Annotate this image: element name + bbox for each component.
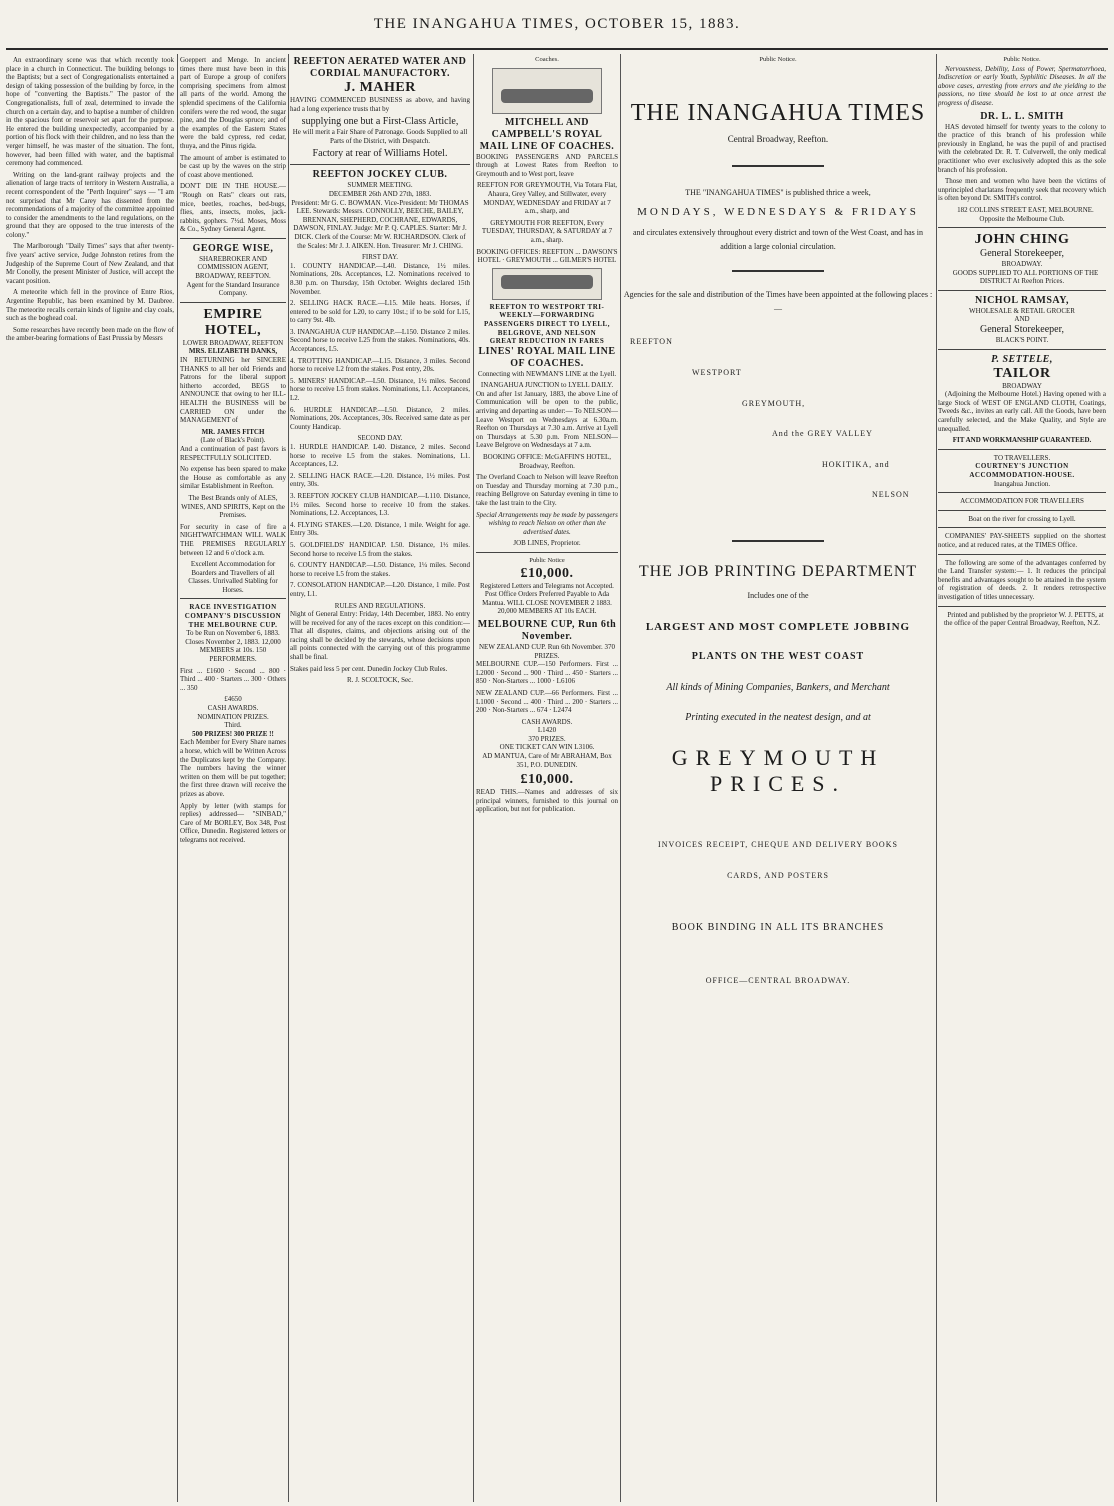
divider <box>938 449 1106 450</box>
article-paragraph: Goeppert and Menge. In ancient times there must have been in this part of Europe a group of conifers comprising specimens from almost all parts of the world. Among the splendid specimens of the California conifers were the red wood, the sugar pine, and the Douglas spruce; and of the examples of the Eastern States were the bald cypress, red cedar, thuya, and the Pinus rigida. <box>180 56 286 150</box>
advert-line: BROADWAY. <box>1001 260 1043 269</box>
divider <box>938 290 1106 291</box>
article-paragraph: The amount of amber is estimated to be cast up by the waves on the strip of coast above mentioned. <box>180 153 286 179</box>
advert-text: He will merit a Fair Share of Patronage. Goods Supplied to all Parts of the District, with Despatch. <box>292 128 468 145</box>
race-event: 4. TROTTING HANDICAP.—L15. Distance, 3 miles. Second horse to receive L2 from the stakes. Post entry, 20s. <box>290 356 470 374</box>
divider <box>938 492 1106 493</box>
divider <box>938 510 1106 511</box>
masthead-rule <box>6 48 1108 50</box>
advert-text: GREYMOUTH FOR REEFTON, Every TUESDAY, THURSDAY, & SATURDAY at 7 a.m., sharp. <box>481 218 613 244</box>
column-adverts-1 <box>290 56 470 1498</box>
race-event: 6. COUNTY HANDICAP.—L50. Distance, 1¼ miles. Second horse to receive L5 from the stakes. <box>290 561 470 578</box>
advert-text: (Adjoining the Melbourne Hotel.) Having opened with a large Stock of WEST OF ENGLAND CLOTH, Coatings, Tweeds &c., invites an early call. All the Goods, have been carefully selected, and the Make Quality, and Style are unequalled. <box>938 390 1106 433</box>
section-label: Public Notice <box>529 556 565 564</box>
advert-line: BLACK'S POINT. <box>995 336 1049 345</box>
divider <box>180 238 286 239</box>
advert-line: FIT AND WORKMANSHIP GUARANTEED. <box>952 436 1092 445</box>
advert-text: GOODS SUPPLIED TO ALL PORTIONS OF THE DISTRICT At Reefton Prices. <box>952 268 1099 286</box>
divider <box>938 349 1106 350</box>
column-divider <box>620 54 621 1502</box>
coach-illustration <box>492 68 602 114</box>
advert-text: HAVING COMMENCED BUSINESS as above, and having had a long experience trusts that by <box>290 96 470 113</box>
race-event: 3. INANGAHUA CUP HANDICAP.—L150. Distance 2 miles. Second horse to receive L25 from the stakes. Nominations, 40s. Acceptances, L5. <box>290 327 470 354</box>
column-divider <box>936 54 937 1502</box>
advert-text: Excellent Accommodation for Boarders and Travellers of all Classes. Unrivalled Stabling for Horses. <box>188 560 278 594</box>
article-paragraph: Some researches have recently been made on the flow of the amber-bearing formations of East Prussia by Messrs <box>6 325 174 343</box>
advert-line: SHAREBROKER AND COMMISSION AGENT, <box>197 254 269 272</box>
agency-place: NELSON <box>872 490 910 500</box>
advert-line: TO TRAVELLERS. <box>993 453 1051 462</box>
ornament-rule <box>732 165 824 167</box>
advert-line: BROADWAY <box>1002 381 1042 390</box>
advert-text: READ THIS.—Names and addresses of six principal winners, furnished to this journal on application, but not for publication. <box>476 788 618 814</box>
race-event: 1. HURDLE HANDICAP. L40. Distance, 2 miles. Second horse to receive L5 from the stakes. Nominations, L1. Acceptances, L2. <box>290 443 470 469</box>
advert-text: BOOKING OFFICES: REEFTON ... DAWSON'S HOTEL · GREYMOUTH ... GILMER'S HOTEL <box>476 247 618 265</box>
advert-text: Nervousness, Debility, Loss of Power, Spermatorrhoea, Indiscretion or early Youth, Syphilitic Diseases. In all the above cases, arresting from errors and the yielding to the passions, no time should be lost to at once arrest the progress of disease. <box>938 64 1106 107</box>
article-paragraph: An extraordinary scene was that which recently took place in a church in Connecticut. The building belongs to the Baptists; but a sect of Congregationalists entertained a design of taking possession of the building by force, in the hope of "converting the Baptists." The pastor of the Congregationalists, full of zeal, determined to invade the church on a certain day, and to baptise a number of children in the spacious font or reservoir set apart for the purpose. He entered the building unexpectedly, accompanied by a portion of his flock with their children, and no less than the verger himself, he was master of the situation. The font, however, had been filled with water, and the baptismal ceremony had commenced. <box>6 56 174 168</box>
advert-title: P. SETTELE, <box>991 353 1053 365</box>
advert-line: Inangahua Junction. <box>993 479 1051 488</box>
advert-line: ACCOMMODATION FOR TRAVELLERS <box>960 497 1084 506</box>
divider <box>476 552 618 553</box>
advert-text: BOOKING PASSENGERS AND PARCELS through at Lowest Rates from Reefton to Greymouth and to West port, leave <box>476 152 618 178</box>
section-label: CASH AWARDS. <box>521 717 573 726</box>
advert-text: The Best Brands only of ALES, WINES, AND SPIRITS, Kept on the Premises. <box>181 493 285 520</box>
column-news-1 <box>6 56 174 1498</box>
advert-text: On and after 1st January, 1883, the above Line of Communication will be open to the public, arriving and departing as under:— To NELSON— Leave Westport on Wednesdays at 6.30a.m. Reefton on Thursdays at 7.30 a.m. Arrive at Lyell on Thursdays at 5.30 p.m. From NELSON— Leave Belgrove on Wednesdays at 7 a.m. <box>476 389 618 450</box>
notice-line: CARDS, AND POSTERS <box>727 870 829 880</box>
race-event: 6. HURDLE HANDICAP.—L50. Distance, 2 miles. Nominations, 20s. Acceptances, 30s. Received same date as per County Handicap. <box>290 405 470 431</box>
prize-total: L1420 <box>537 726 557 735</box>
newspaper-title: THE INANGAHUA TIMES, OCTOBER 15, 1883. <box>373 16 741 32</box>
advert-line: General Storekeeper, <box>980 248 1064 260</box>
notice-line: LARGEST AND MOST COMPLETE JOBBING <box>645 620 911 633</box>
advert-title: £10,000. <box>520 772 574 788</box>
column-divider <box>177 54 178 1502</box>
masthead <box>0 0 1114 44</box>
advert-title: MELBOURNE CUP, Run 6th November. <box>477 618 617 642</box>
section-label: RULES AND REGULATIONS. <box>334 601 426 610</box>
agency-place: And the GREY VALLEY <box>772 429 873 439</box>
notice-line: PLANTS ON THE WEST COAST <box>691 651 865 663</box>
notice-line: THE "INANGAHUA TIMES" is published thrice a week, <box>685 188 871 198</box>
column-divider <box>473 54 474 1502</box>
column-public-notice <box>622 56 934 1498</box>
race-event: 5. MINERS' HANDICAP.—L50. Distance, 1½ miles. Second horse to receive L5 from stakes. Nominations, L1. Acceptances, L2. <box>290 376 470 403</box>
race-event: 7. CONSOLATION HANDICAP.—L20. Distance, 1 mile. Post entry, L1. <box>290 581 470 598</box>
advert-line: DECEMBER 26th AND 27th, 1883. <box>328 189 432 198</box>
ornament-rule <box>732 540 824 542</box>
advert-text: HAS devoted himself for twenty years to the colony to the practice of this branch of his profession while previously in England, he was the pupil of and practised with the celebrated Dr. R. T. Culverwell, the only medical practitioner who ever exclusively adopted this as the sole branch of his profession. <box>938 122 1106 174</box>
divider <box>290 164 470 165</box>
race-event: 1. COUNTY HANDICAP.—L40. Distance, 1½ miles. Nominations, 20s. Acceptances, L2. Nominations received to 8.30 p.m. on Thursday, 15th October. Weights declared 15th November. <box>290 261 470 296</box>
advert-line: Boat on the river for crossing to Lyell. <box>968 514 1076 523</box>
advert-line: General Storekeeper, <box>980 324 1064 336</box>
advert-text: IN RETURNING her SINCERE THANKS to all her old Friends and Patrons for the liberal support hitherto accorded, BEGS to ANNOUNCE that owing to her ILL-HEALTH the BUSINESS will be CARRIED ON under the MANAGEMENT of <box>180 356 286 425</box>
section-label: SECOND DAY. <box>357 434 403 443</box>
notice-line: INVOICES RECEIPT, CHEQUE AND DELIVERY BOOKS <box>658 839 898 849</box>
advert-line: BROADWAY, REEFTON. <box>195 272 271 281</box>
notice-line: All kinds of Mining Companies, Bankers, and Merchant <box>666 681 890 693</box>
advert-text: No expense has been spared to make the House as comfortable as any similar Establishment in Reefton. <box>180 465 286 491</box>
divider <box>180 598 286 599</box>
advert-line: supplying one but a First-Class Article, <box>301 116 459 128</box>
notice-line: Includes one of the <box>747 590 809 600</box>
advert-text: Night of General Entry: Friday, 14th December, 1883. No entry will be received for any of the races except on this condition:—That all disputes, claims, and objections arising out of the racing shall be decided by the stewards, whose decisions upon all points connected with the carrying out of this programme shall be final. <box>290 610 470 662</box>
race-event: 5. GOLDFIELDS' HANDICAP. L50. Distance, 1½ miles. Second horse to receive L5 from the stakes. <box>290 540 470 558</box>
column-news-2 <box>180 56 286 1498</box>
race-event: 2. SELLING HACK RACE.—L20. Distance, 1½ miles. Post entry, 30s. <box>290 471 470 489</box>
notice-line: Printing executed in the neatest design, and at <box>685 712 871 724</box>
advert-title: MITCHELL AND CAMPBELL'S ROYAL MAIL LINE OF COACHES. <box>479 116 615 152</box>
advert-line: (Late of Black's Point). <box>200 436 266 445</box>
advert-line: NEW ZEALAND CUP. Run 6th November. 370 PRIZES. <box>479 642 615 660</box>
agency-place: REEFTON <box>630 337 673 347</box>
advert-title: REEFTON TO WESTPORT TRI-WEEKLY—FORWARDING PASSENGERS DIRECT TO LYELL, BELGROVE, AND NELSON <box>484 302 610 337</box>
divider <box>938 554 1106 555</box>
prize-list: First ... £1600 · Second ... 800 · Third ... 400 · Starters ... 300 · Others ... 350 <box>180 666 286 692</box>
advert-text: BOOKING OFFICE: McGAFFIN'S HOTEL, Broadway, Reefton. <box>482 453 612 470</box>
advert-line: ONE TICKET CAN WIN L3106. <box>499 743 595 752</box>
advert-text: For security in case of fire a NIGHTWATCHMAN WILL WALK THE PREMISES REGULARLY between 12 and 6 o'clock a.m. <box>180 522 286 557</box>
advert-title: £10,000. <box>520 565 574 581</box>
advert-text: Each Member for Every Share names a horse, which will be Written Across the Duplicates kept by the Company. The numbers having the winner written on them will be put together; the first three drawn will receive the prizes as above. <box>180 738 286 798</box>
advert-title: EMPIRE HOTEL, <box>203 306 263 338</box>
advert-title: REEFTON AERATED WATER AND CORDIAL MANUFACTORY. <box>293 56 467 79</box>
advert-text: Registered Letters and Telegrams not Accepted. Post Office Orders Preferred Payable to Ada Mantua. WILL CLOSE NOVEMBER 2 1883. 20,000 MEMBERS AT 10s EACH. <box>480 581 614 616</box>
advert-text: Connecting with NEWMAN'S LINE at the Lyell. <box>477 369 617 378</box>
article-paragraph: The Marlborough "Daily Times" says that after twenty-five years' active service, Judge Johnston retires from the Judgeship of the Supreme Court of New Zealand, and that Mr Conolly, the present Minister of Justice, will accept the vacant position. <box>6 242 174 285</box>
notice-title: THE INANGAHUA TIMES <box>630 99 926 126</box>
advert-title: REEFTON JOCKEY CLUB. <box>312 169 448 181</box>
advert-text: AD MANTUA, Care of Mr ABRAHAM, Box 351, P.O. DUNEDIN. <box>482 752 612 769</box>
prize-list: MELBOURNE CUP.—150 Performers. First ... L2000 · Second ... 900 · Third ... 450 · Starters ... 850 · Non-Starters ... 1000 · L6106 <box>476 660 618 686</box>
advert-title: COURTNEY'S JUNCTION ACCOMMODATION-HOUSE. <box>969 462 1075 479</box>
advert-rough-on-rats: DON'T DIE IN THE HOUSE.— "Rough on Rats" clears out rats, mice, beetles, roaches, bed-bugs, flies, ants, insects, moles, jack-rabbits, gophers. 7½d. Moses, Moss & Co., Sydney General Agent. <box>180 182 286 234</box>
race-event: 2. SELLING HACK RACE.—L15. Mile heats. Horses, if entered to be sold for L20, to carry 10st.; if to be sold for L15, to carry 9st. 4lb. <box>290 299 470 325</box>
advert-line: MRS. ELIZABETH DANKS, <box>188 347 278 356</box>
column-coaches <box>476 56 618 1498</box>
advert-text: The following are some of the advantages conferred by the Land Transfer system:— 1. It reduces the principal benefits and advantages sought to be attained in the system of registration of deeds. 2. It renders retrospective investigation of titles unnecessary. <box>938 558 1106 601</box>
advert-text: Those men and women who have been the victims of unprincipled charlatans frequently seek that recovery which is often beyond Dr. SMITH's control. <box>938 177 1106 203</box>
advert-title: GEORGE WISE, <box>192 242 274 254</box>
advert-line: AND <box>1014 315 1030 324</box>
notice-line: OFFICE—CENTRAL BROADWAY. <box>705 975 851 985</box>
section-label: NOMINATION PRIZES. <box>197 712 269 721</box>
ornament-rule <box>732 270 824 272</box>
advert-title: LINES' ROYAL MAIL LINE OF COACHES. <box>478 345 616 369</box>
section-label: 500 PRIZES! 300 PRIZE !! <box>192 729 274 738</box>
agency-place: WESTPORT <box>692 367 742 377</box>
advert-text: COMPANIES' PAY-SHEETS supplied on the shortest notice, and at reduced rates, at the TIMES Office. <box>938 532 1106 549</box>
advert-text: To be Run on November 6, 1883. Closes November 2, 1883. 12,000 MEMBERS at 10s. 150 PERFORMERS. <box>185 629 281 664</box>
section-label: Third. <box>224 721 242 730</box>
imprint: Printed and published by the proprietor W. J. PETTS, at the office of the paper Central Broadway, Reefton, N.Z. <box>943 610 1104 628</box>
divider <box>938 227 1106 228</box>
article-paragraph: A meteorite which fell in the province of Entre Rios, Argentine Republic, has been examined by M. Daubree. The meteorite recalls certain kinds of lignite and clay coals, such as the boghead coal. <box>6 288 174 323</box>
divider <box>180 302 286 303</box>
notice-days: MONDAYS, WEDNESDAYS & FRIDAYS <box>637 205 919 218</box>
advert-title: RACE INVESTIGATION COMPANY'S DISCUSSION THE MELBOURNE CUP. <box>184 603 282 629</box>
prize-list: NEW ZEALAND CUP.—66 Performers. First ... L1000 · Second ... 400 · Third ... 200 · Starters ... 200 · Non-Starters ... 674 · L2474 <box>476 688 618 715</box>
prices-banner: GREYMOUTH PRICES. <box>671 744 885 796</box>
advert-line: INANGAHUA JUNCTION to LYELL DAILY. <box>480 381 614 390</box>
signature: R. J. SCOLTOCK, Sec. <box>347 676 413 685</box>
notice-line: and circulates extensively throughout every district and town of the West Coast, and has in addition a large colonial circulation. <box>632 228 924 252</box>
column-divider <box>288 54 289 1502</box>
race-event: 4. FLYING STAKES.—L20. Distance, 1 mile. Weight for age. Entry 30s. <box>290 520 470 538</box>
section-label: CASH AWARDS. <box>207 704 259 712</box>
advert-title: GREAT REDUCTION IN FARES <box>489 337 605 346</box>
divider <box>938 606 1106 607</box>
advert-line: WHOLESALE & RETAIL GROCER <box>969 306 1075 315</box>
advert-line: Factory at rear of Williams Hotel. <box>312 148 448 160</box>
agency-place: GREYMOUTH, <box>742 398 806 408</box>
advert-title: TAILOR <box>993 365 1051 381</box>
section-label: Coaches. <box>535 56 559 63</box>
coach-illustration <box>492 268 602 300</box>
advert-line: SUMMER MEETING. <box>347 181 413 190</box>
divider <box>938 527 1106 528</box>
article-paragraph: Writing on the land-grant railway projects and the alienation of large tracts of territory in Western Australia, a recent correspondent of the "Perth Inquirer" says — "I am not surprised that Mr Carey has dissented from the recommendations of a majority of the committee appointed to consider the amendments to the land regulations, on the ground that they are opposed to the true interests of the colony." <box>6 170 174 239</box>
section-label: 370 PRIZES. <box>528 734 566 743</box>
section-label: Public Notice. <box>759 56 797 63</box>
advert-text: President: Mr G. C. BOWMAN. Vice-President: Mr THOMAS LEE. Stewards: Messrs. CONNOLLY, BEECHE, BAILEY, BRENNAN, SHEPHERD, COCHRANE, EDWARDS, DAWSON, FINLAY. Judge: Mr P. Q. CAPLES. Starter: Mr J. DICK. Clerk of the Course: Mr W. RICHARDSON. Clerk of the Scales: Mr J. J. AIKEN. Hon. Treasurer: Mr J. CHING. <box>291 198 469 250</box>
job-title: THE JOB PRINTING DEPARTMENT <box>638 562 918 580</box>
advert-text: And a continuation of past favors is RESPECTFULLY SOLICITED. <box>180 444 286 462</box>
section-label: FIRST DAY. <box>361 253 399 262</box>
advert-title: DR. L. L. SMITH <box>980 110 1064 122</box>
advert-text: Stakes paid less 5 per cent. Dunedin Jockey Club Rules. <box>290 664 448 673</box>
advert-line: Agent for the Standard Insurance Company. <box>186 280 280 298</box>
advert-name: J. MAHER <box>344 80 416 95</box>
notice-line: BOOK BINDING IN ALL ITS BRANCHES <box>671 922 885 934</box>
advert-text: 182 COLLINS STREET EAST, MELBOURNE. Opposite the Melbourne Club. <box>957 205 1094 223</box>
notice-line: Agencies for the sale and distribution of the Times have been appointed at the following places :— <box>623 290 933 314</box>
notice-address: Central Broadway, Reefton. <box>727 133 829 144</box>
signature: JOB LINES, Proprietor. <box>513 539 581 548</box>
race-event: 3. REEFTON JOCKEY CLUB HANDICAP.—L110. Distance, 1½ miles. Second horse to receive 10 from the stakes. Nominations, L2. Acceptances, L3. <box>290 491 470 518</box>
advert-text: Apply by letter (with stamps for replies) addressed— "SINBAD," Care of Mr BORLEY, Box 348, Post Office, Dunedin. Registered letters or telegrams not received. <box>180 801 286 844</box>
prize-total: £4650 <box>224 695 242 704</box>
advert-line: LOWER BROADWAY, REEFTON <box>182 338 284 347</box>
advert-line: MR. JAMES FITCH <box>201 427 265 436</box>
advert-text: The Overland Coach to Nelson will leave Reefton on Tuesday and Thursday morning at 7.30 p.m., reaching Bellgrove on Saturday evening in time to take the last train to the City. <box>476 473 618 507</box>
advert-text: Special Arrangements may be made by passengers wishing to reach Nelson on other than the advertised dates. <box>476 510 618 536</box>
advert-title: NICHOL RAMSAY, <box>974 294 1070 306</box>
column-adverts-2 <box>938 56 1106 1498</box>
advert-text: REEFTON FOR GREYMOUTH, Via Totara Flat, Ahaura, Grey Valley, and Stillwater, every MONDAY, WEDNESDAY and FRIDAY at 7 a.m., sharp, and <box>476 181 618 216</box>
advert-title: JOHN CHING <box>974 232 1070 248</box>
agency-place: HOKITIKA, and <box>822 459 890 469</box>
section-label: Public Notice. <box>1003 56 1041 63</box>
